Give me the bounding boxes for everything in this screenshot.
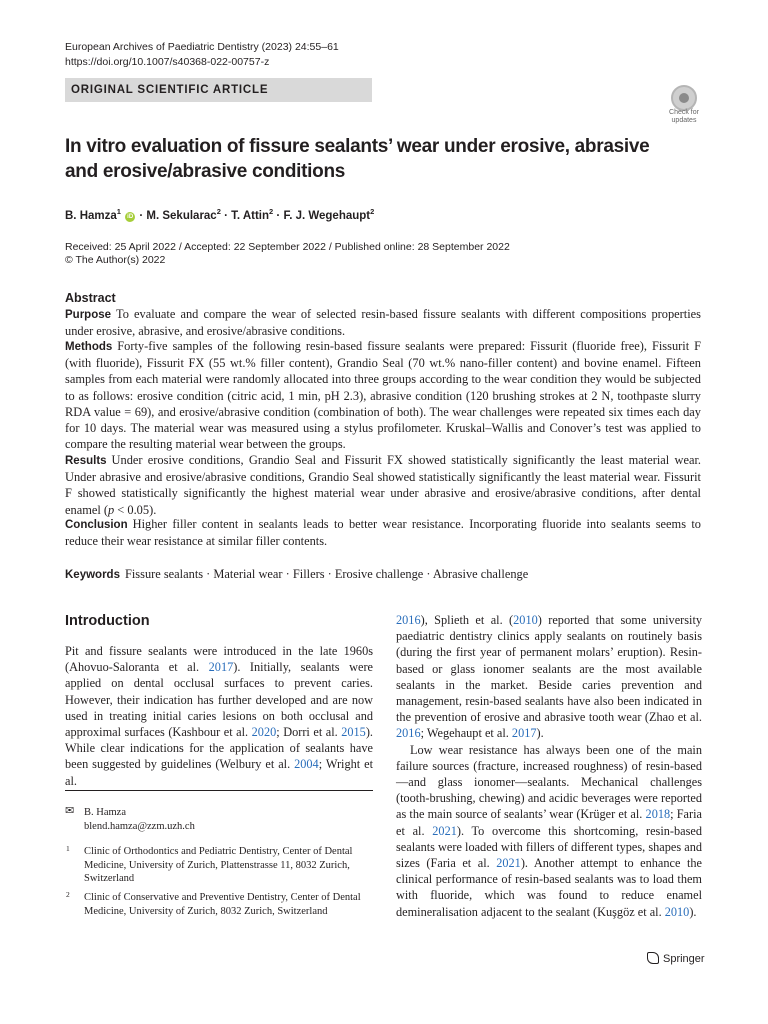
body-text: ). Initially, sealants were applied on dental occlusal surfaces to prevent caries. However, their indication has further developed and are now used in treating initial caries lesions on both occlusal and approximal surfaces (Kashbour et al. (65, 660, 373, 740)
citation-link[interactable]: 2020 (251, 725, 277, 740)
citation-link[interactable]: 2010 (513, 613, 538, 627)
purpose-text: To evaluate and compare the wear of selected resin-based fissure sealants with different compositions properties under erosive, abrasive, and erosive/abrasive conditions. (65, 307, 701, 339)
author-list (65, 204, 374, 224)
body-text: ). (689, 904, 697, 919)
affiliation-number: 1 (66, 844, 70, 853)
intro-paragraph (396, 612, 702, 742)
author-separator: · (136, 209, 147, 222)
author-affiliation: 2 (216, 207, 221, 216)
conclusion-label: Conclusion (65, 519, 128, 531)
author-email[interactable]: blend.hamza@zzm.uzh.ch (84, 821, 195, 832)
body-text: ; Dorri et al. (276, 725, 342, 740)
doi-link[interactable]: https://doi.org/10.1007/s40368-022-00757-z (65, 56, 270, 68)
abstract-conclusion (65, 516, 701, 549)
corresponding-author: B. Hamza (84, 807, 126, 818)
badge-line-1: Check for (669, 109, 699, 116)
journal-citation: European Archives of Paediatric Dentistry (2023) 24:55–61 (65, 41, 339, 53)
author-name[interactable]: M. Sekularac (146, 209, 217, 222)
citation-link[interactable]: 2018 (645, 807, 671, 822)
body-text: ; Wegehaupt et al. (420, 726, 512, 741)
author-name[interactable]: T. Attin (231, 209, 270, 222)
check-for-updates-badge[interactable] (664, 85, 704, 125)
body-text: Low wear resistance has always been one of the main failure sources (fracture, increased roughness) of resin-based—and glass ionomer—sealants. Mechanical challenges (tooth-brushing, chewing) and acidic beverages were reported as the main source of sealants’ wear (Krüger et al. (396, 742, 702, 822)
author-affiliation: 1 (116, 207, 121, 216)
body-text: ), Splieth et al. ( (420, 613, 514, 627)
citation-link[interactable]: 2004 (294, 757, 319, 772)
citation-link[interactable]: 2016 (396, 726, 421, 741)
keywords (65, 566, 705, 583)
purpose-label: Purpose (65, 309, 112, 321)
affiliation-2: Clinic of Conservative and Preventive Dentistry, Center of Dental Medicine, University of Zurich, 8032 Zurich, Switzerland (84, 892, 361, 917)
citation-link[interactable]: 2010 (664, 904, 690, 919)
publication-dates: Received: 25 April 2022 / Accepted: 22 September 2022 / Published online: 28 September 2022 (65, 241, 510, 253)
check-for-updates-icon (671, 85, 697, 111)
body-text: ) reported that some university paediatric dentistry clinics apply sealants on routinely basis (during the first year of permanent molars’ eruption). Resin-based or glass ionomer sealants are the most available sealants in the market. Beside caries prevention and management, resin-based sealants have also been indicated in the prevention of erosive and abrasive tooth wear (Zhao et al. (396, 613, 703, 725)
results-text: Under erosive conditions, Grandio Seal and Fissurit FX showed statistically significantly the least material wear. Under abrasive and erosive/abrasive conditions, Grandio Seal showed statistically significantly the least material wear. Fissurit F showed statistically significantly the highest material wear under abrasive and erosive/abrasive conditions, after dental enamel ( (65, 453, 701, 517)
intro-right-column (396, 612, 702, 920)
publisher-logo (647, 951, 705, 967)
author-separator: · (273, 209, 284, 222)
intro-paragraph (65, 643, 373, 789)
article-type-banner (65, 78, 372, 102)
citation-link[interactable]: 2017 (511, 726, 537, 741)
keywords-text: Fissure sealants · Material wear · Fillers · Erosive challenge · Abrasive challenge (124, 567, 529, 581)
citation-link[interactable]: 2021 (432, 823, 457, 838)
results-tail: < 0.05). (114, 502, 157, 517)
body-text: ). Another attempt to enhance the clinical performance of resin-based sealants was to load them with fluoride, which was found to reduce enamel demineralisation adjacent to the sealant (Kuşgöz et al. (396, 856, 702, 919)
article-type-label: ORIGINAL SCIENTIFIC ARTICLE (71, 84, 269, 96)
badge-line-2: updates (671, 117, 697, 124)
abstract-heading: Abstract (65, 291, 116, 305)
orcid-icon[interactable]: iD (127, 213, 134, 220)
author-separator: · (220, 209, 232, 222)
citation-link[interactable]: 2015 (341, 725, 366, 740)
author-affiliation: 2 (269, 207, 274, 216)
body-text: ). (536, 726, 544, 741)
intro-left-column (65, 643, 373, 789)
citation-link[interactable]: 2017 (208, 660, 234, 675)
abstract-results (65, 452, 701, 518)
affiliation-number: 2 (66, 890, 70, 899)
p-symbol: p (108, 502, 115, 517)
methods-label: Methods (65, 341, 113, 353)
affiliation-1: Clinic of Orthodontics and Pediatric Dentistry, Center of Dental Medicine, University of Zurich, Plattenstrasse 11, 8032 Zurich, Switzerland (84, 846, 353, 884)
copyright-notice: © The Author(s) 2022 (65, 254, 166, 266)
body-text: ). To overcome this shortcoming, resin-based sealants were loaded with fillers of different types, shapes and sizes (Faria et al. (396, 823, 702, 871)
citation-link[interactable]: 2016 (396, 613, 421, 627)
author-name[interactable]: B. Hamza (65, 209, 117, 222)
body-text: ). While clear indications for the application of sealants have been suggested by guidelines (Welbury et al. (65, 725, 373, 772)
abstract-methods (65, 338, 701, 452)
body-text: ; Faria et al. (396, 807, 702, 838)
conclusion-text: Higher filler content in sealants leads to better wear resistance. Incorporating fluoride into sealants seems to reduce their wear resistance at similar filler contents. (65, 517, 701, 549)
introduction-heading: Introduction (65, 613, 150, 629)
abstract-purpose (65, 306, 701, 339)
springer-horse-icon (647, 952, 659, 964)
footnote-divider (65, 790, 373, 791)
keywords-label: Keywords (65, 569, 120, 581)
publisher-name: Springer (663, 953, 705, 965)
body-text: Pit and fissure sealants were introduced in the late 1960s (Ahovuo-Saloranta et al. (65, 644, 373, 675)
author-name[interactable]: F. J. Wegehaupt (283, 209, 371, 222)
body-text: ; Wright et al. (65, 757, 373, 788)
citation-link[interactable]: 2021 (496, 856, 521, 871)
author-affiliation: 2 (370, 207, 375, 216)
methods-text: Forty-five samples of the following resin-based fissure sealants were prepared: Fissurit (fluoride free), Fissurit F (with fluoride), Fissurit FX (55 wt.% filler content), Grandio Seal (70 wt.% nano-filler content) and bovine enamel. Fifteen samples from each material were randomly allocated into three groups according to the wear condition they would be subjected to as follows: erosive condition (citric acid, 1 min, pH 2.3), abrasive condition (120 brushing strokes at 2 N, toothpaste slurry RDA value = 69), and erosive/abrasive condition (combination of both). The wear challenges were repeated six times each day for 10 days. The material wear was measured using a stylus profilometer. Kruskal–Wallis and Conover’s test was applied to compare the resulting material wear between the groups. (65, 339, 701, 452)
intro-paragraph (396, 742, 702, 920)
envelope-icon: ✉ (65, 805, 75, 817)
article-title: In vitro evaluation of fissure sealants’ wear under erosive, abrasive and erosive/abrasive conditions (65, 136, 650, 182)
results-label: Results (65, 455, 107, 467)
